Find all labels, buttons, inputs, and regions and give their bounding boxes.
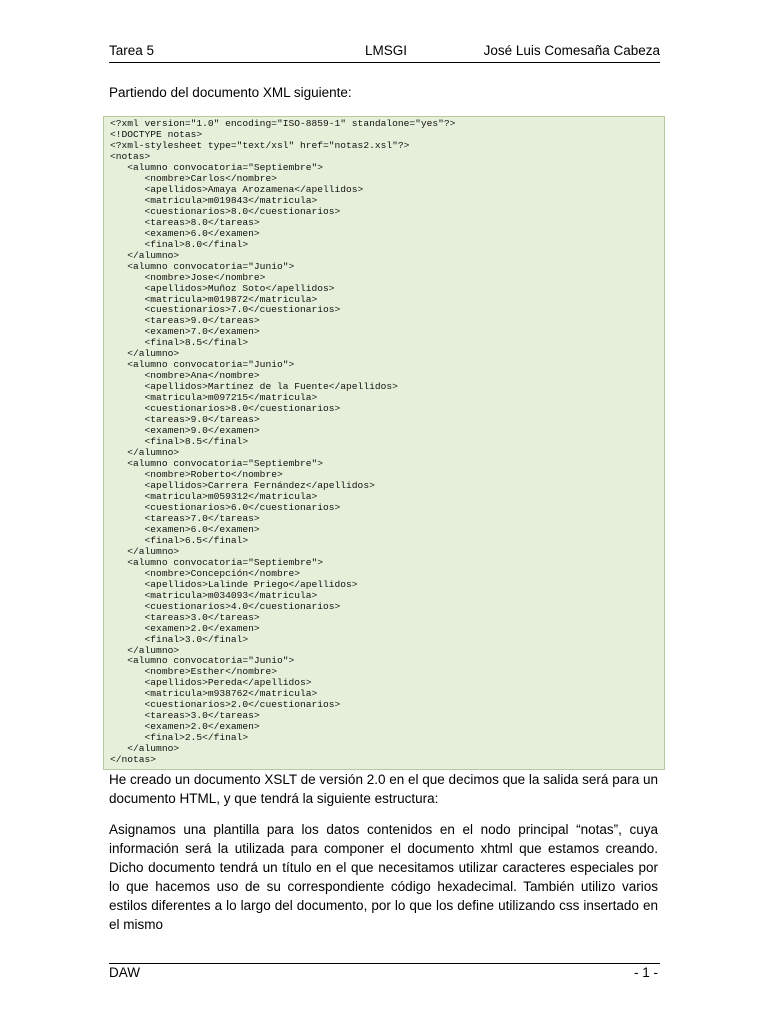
code-line: <nombre>Concepción</nombre> — [110, 567, 300, 579]
code-line: <final>8.5</final> — [110, 436, 249, 448]
code-line: <matricula>m034093</matricula> — [110, 589, 318, 601]
code-line: <examen>7.0</examen> — [110, 326, 260, 338]
code-line: <cuestionarios>6.0</cuestionarios> — [110, 501, 341, 513]
page-header — [109, 42, 660, 63]
code-line: <alumno convocatoria="Septiembre"> — [110, 161, 324, 173]
code-line: </alumno> — [110, 743, 180, 755]
code-line: <examen>9.0</examen> — [110, 425, 260, 437]
code-line: <examen>6.0</examen> — [110, 523, 260, 535]
code-line: </alumno> — [110, 545, 180, 557]
code-line: <tareas>9.0</tareas> — [110, 315, 260, 327]
code-line: <notas> — [110, 150, 151, 162]
code-line: <apellidos>Amaya Arozamena</apellidos> — [110, 183, 364, 195]
code-line: <alumno convocatoria="Junio"> — [110, 359, 295, 371]
code-line: <cuestionarios>8.0</cuestionarios> — [110, 403, 341, 415]
code-line: <tareas>9.0</tareas> — [110, 414, 260, 426]
code-line: <alumno convocatoria="Septiembre"> — [110, 556, 324, 568]
code-line: <?xml version="1.0" encoding="ISO-8859-1" standalone="yes"?> — [110, 118, 456, 129]
code-line: <nombre>Jose</nombre> — [110, 271, 266, 283]
code-line: <?xml-stylesheet type="text/xsl" href="notas2.xsl"?> — [110, 139, 410, 151]
intro-text: Partiendo del documento XML siguiente: — [109, 85, 352, 100]
code-line: <final>8.5</final> — [110, 337, 249, 349]
code-line: <nombre>Ana</nombre> — [110, 370, 260, 382]
code-line: <matricula>m019872</matricula> — [110, 293, 318, 305]
paragraph-xslt-description: He creado un documento XSLT de versión 2.0 en el que decimos que la salida será para un documento HTML, y que tendrá la siguiente estructura: — [109, 772, 658, 806]
code-line: <tareas>3.0</tareas> — [110, 611, 260, 623]
code-line: <tareas>3.0</tareas> — [110, 710, 260, 722]
paragraph-template-description: Asignamos una plantilla para los datos contenidos en el nodo principal “notas”, cuya información será la utilizada para componer el documento xhtml que estamos creando. Dicho documento tendrá un título en el que necesitamos utilizar caracteres especiales por lo que hacemos uso de su correspondiente código hexadecimal. También utilizo varios estilos diferentes a lo largo del documento, por lo que los define utilizando css insertado en el mismo — [109, 822, 658, 932]
code-line: <nombre>Esther</nombre> — [110, 666, 277, 678]
code-line: <tareas>7.0</tareas> — [110, 512, 260, 524]
code-line: </notas> — [110, 754, 157, 766]
header-author-label: José Luis Comesaña Cabeza — [483, 43, 660, 58]
code-line: <!DOCTYPE notas> — [110, 128, 203, 140]
code-line: <alumno convocatoria="Septiembre"> — [110, 458, 324, 470]
header-task-label: Tarea 5 — [109, 43, 155, 58]
code-line: <apellidos>Muñoz Soto</apellidos> — [110, 282, 335, 294]
page-footer — [109, 963, 660, 980]
header-subject-label: LMSGI — [365, 43, 408, 58]
code-line: <final>6.5</final> — [110, 534, 249, 546]
code-line: <apellidos>Martínez de la Fuente</apellidos> — [110, 381, 398, 393]
code-line: </alumno> — [110, 348, 180, 360]
code-line: <cuestionarios>8.0</cuestionarios> — [110, 205, 341, 217]
code-line: <examen>2.0</examen> — [110, 721, 260, 733]
code-line: <final>2.5</final> — [110, 732, 249, 744]
code-line: </alumno> — [110, 249, 180, 261]
code-line: <cuestionarios>4.0</cuestionarios> — [110, 600, 341, 612]
code-line: <cuestionarios>7.0</cuestionarios> — [110, 304, 341, 316]
xml-code-block — [103, 116, 665, 770]
code-line: <apellidos>Carrera Fernández</apellidos> — [110, 479, 375, 491]
code-line: <final>3.0</final> — [110, 633, 249, 645]
code-line: <final>8.0</final> — [110, 238, 249, 250]
code-line: <matricula>m938762</matricula> — [110, 688, 318, 700]
code-line: <apellidos>Lalinde Priego</apellidos> — [110, 578, 358, 590]
page-number: - 1 - — [633, 965, 658, 980]
code-line: <matricula>m019843</matricula> — [110, 194, 318, 206]
code-line: <cuestionarios>2.0</cuestionarios> — [110, 699, 341, 711]
code-line: <nombre>Roberto</nombre> — [110, 469, 283, 480]
code-line: <examen>6.0</examen> — [110, 227, 260, 239]
footer-course-label: DAW — [109, 965, 140, 980]
code-line: <examen>2.0</examen> — [110, 622, 260, 634]
code-line: </alumno> — [110, 447, 180, 459]
code-line: <alumno convocatoria="Junio"> — [110, 655, 295, 667]
code-line: </alumno> — [110, 644, 180, 656]
code-line: <alumno convocatoria="Junio"> — [110, 260, 295, 272]
code-line: <apellidos>Pereda</apellidos> — [110, 677, 312, 689]
code-line: <tareas>8.0</tareas> — [110, 216, 260, 228]
code-line: <matricula>m059312</matricula> — [110, 490, 318, 502]
code-line: <nombre>Carlos</nombre> — [110, 172, 277, 184]
code-line: <matricula>m097215</matricula> — [110, 392, 318, 404]
